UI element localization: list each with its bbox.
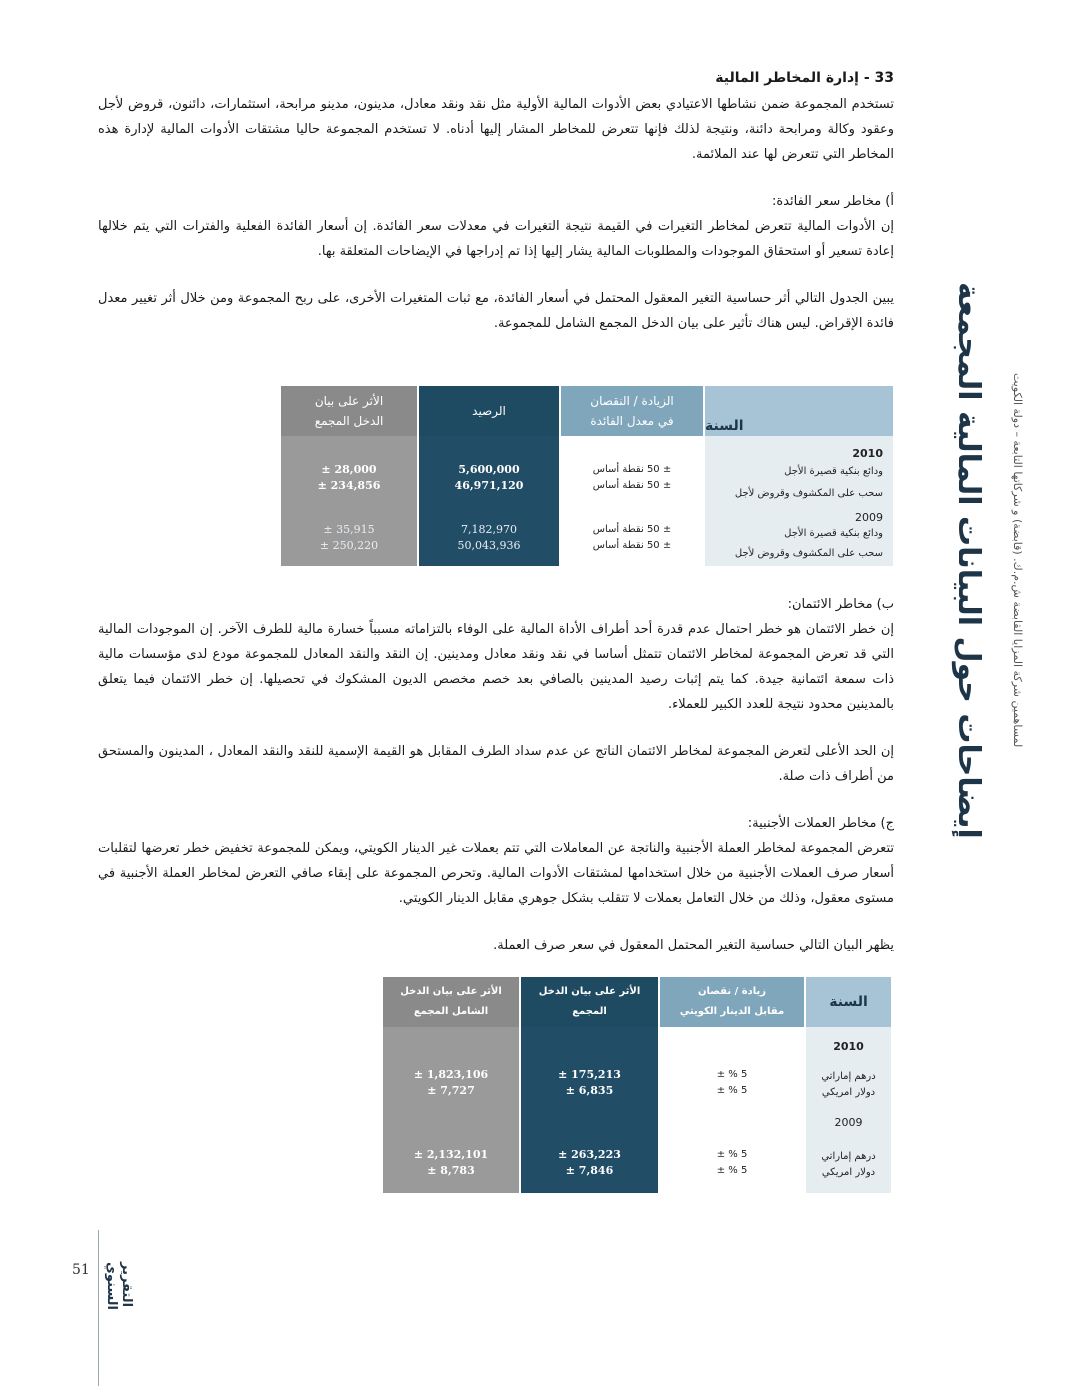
change-header-line1: الزيادة / النقصان <box>590 394 674 408</box>
side-title: إيضاحات حول البيانات المالية المجمعة <box>951 281 986 839</box>
change-header-line1: زيادة / نقصان <box>698 986 767 997</box>
credit-section <box>98 592 894 958</box>
main-content <box>98 70 894 336</box>
fx-sensitivity-table <box>383 977 891 1193</box>
credit-risk-paragraph: إن خطر الائتمان هو خطر احتمال عدم قدرة أحد أطراف الأداة المالية على الوفاء بالتزاماته مسبباً خسارة مالية للطرف الآخر. إن الموجودات المالية التي قد تعرض المجموعة لمخاطر الائتمان تتمثل أساسا في نقد ونقد معادل ومدينين. إن النقد والنقد المعادل للمجموعة مودع لدى مؤسسات مالية ذات سمعة ائتمانية جيدة. كما يتم إثبات رصيد المدينين بالصافي بعد خصم مخصص الديون المشكوك في تحصيلها. إن خطر الائتمان فيما يتعلق بالمدينين محدود نتيجة للعدد الكبير للعملاء. <box>98 622 894 712</box>
interest-risk-heading: أ) مخاطر سعر الفائدة: <box>772 194 894 209</box>
fx-risk-paragraph: تتعرض المجموعة لمخاطر العملة الأجنبية والناتجة عن المعاملات التي تتم بعملات غير الدينار الكويتي، ويمكن للمجموعة تخفيض خطر تعرضها لتقلبات أسعار صرف العملات الأجنبية من خلال استخدامها لمشتقات الأدوات المالية. وتحرص المجموعة على إبقاء صافي التعرض لمخاطر العملة الأجنبية في مستوى معقول، وذلك من خلال التعامل بعملات لا تتقلب بشكل جوهري مقابل الدينار الكويتي. <box>98 841 894 906</box>
table-cell: 46,971,120 <box>454 479 524 492</box>
row-label: دولار امريكي <box>821 1087 876 1098</box>
table-cell: 234,856 ± <box>317 479 381 492</box>
row-label: ودائع بنكية قصيرة الأجل <box>784 466 883 477</box>
change-header-line2: مقابل الدينار الكويتي <box>679 1006 785 1017</box>
footer-divider <box>98 1230 99 1386</box>
year-2009: 2009 <box>834 1116 863 1129</box>
table-cell: 50,043,936 <box>457 539 521 552</box>
annual-report-logo: التقرير السنوي <box>104 1262 134 1310</box>
row-label: درهم إماراتي <box>821 1151 876 1162</box>
change-column <box>561 386 703 566</box>
year-2010: 2010 <box>852 447 883 460</box>
change-header-line2: في معدل الفائدة <box>590 414 674 428</box>
income-effect-column <box>521 977 658 1193</box>
table-cell: ± 50 نقطة أساس <box>592 524 672 535</box>
year-column <box>806 977 891 1193</box>
year-column <box>705 386 893 566</box>
income-effect-header-line1: الأثر على بيان الدخل <box>538 986 641 997</box>
table-cell: 1,823,106 ± <box>413 1068 489 1081</box>
table-cell: 250,220 ± <box>319 539 379 552</box>
income-effect-header-line2: المجمع <box>572 1006 607 1017</box>
comprehensive-effect-header-line2: الشامل المجمع <box>413 1006 489 1017</box>
change-column <box>660 977 804 1193</box>
row-label: سحب على المكشوف وقروض لأجل <box>734 488 883 499</box>
fx-sensitivity-paragraph: يظهر البيان التالي حساسية التغير المحتمل المعقول في سعر صرف العملة. <box>493 938 894 953</box>
credit-exposure-paragraph: إن الحد الأعلى لتعرض المجموعة لمخاطر الائتمان الناتج عن عدم سداد الطرف المقابل هو القيمة الإسمية للنقد والنقد المعادل ، المدينون والمستحق من أطراف ذات صلة. <box>98 744 894 784</box>
page-number: 51 <box>72 1262 90 1278</box>
fx-risk-heading: ج) مخاطر العملات الأجنبية: <box>747 816 894 831</box>
table-cell: 7,182,970 <box>461 523 517 536</box>
year-header: السنة <box>705 386 893 436</box>
comprehensive-effect-header-line1: الأثر على بيان الدخل <box>400 986 502 997</box>
table-cell: 28,000 ± <box>321 463 377 476</box>
comprehensive-effect-header <box>383 977 519 1027</box>
table-cell: 5 % ± <box>716 1165 748 1176</box>
year-header: السنة <box>806 977 891 1027</box>
interest-sensitivity-table <box>281 386 893 566</box>
table-cell: 8,783 ± <box>427 1164 475 1177</box>
side-subtitle: لمساهمين شركة المزايا القابضة ش.م.ك. (قابضة) و شركاتها التابعة – دولة الكويت <box>1011 372 1024 748</box>
balance-header: الرصيد <box>419 386 559 436</box>
income-effect-header <box>521 977 658 1027</box>
table-cell: ± 50 نقطة أساس <box>592 464 672 475</box>
side-banner <box>940 280 1040 840</box>
table-cell: 5 % ± <box>716 1085 748 1096</box>
table-cell: 175,213 ± <box>558 1068 621 1081</box>
row-label: درهم إماراتي <box>821 1071 876 1082</box>
change-header <box>561 386 703 436</box>
year-2009: 2009 <box>855 511 883 524</box>
year-2010: 2010 <box>833 1040 864 1053</box>
table-cell: 5 % ± <box>716 1069 748 1080</box>
section-title: 33 - إدارة المخاطر المالية <box>715 70 894 86</box>
row-label: سحب على المكشوف وقروض لأجل <box>734 548 883 559</box>
table-cell: 2,132,101 ± <box>413 1148 489 1161</box>
table-cell: ± 50 نقطة أساس <box>592 540 672 551</box>
table-cell: 7,727 ± <box>427 1084 475 1097</box>
table-cell: 5 % ± <box>716 1149 748 1160</box>
table-cell: 6,835 ± <box>565 1084 614 1097</box>
table-cell: 7,846 ± <box>565 1164 614 1177</box>
interest-sensitivity-paragraph: يبين الجدول التالي أثر حساسية التغير المعقول المحتمل في أسعار الفائدة، مع ثبات المتغيرات الأخرى، على ربح المجموعة ومن خلال أثر تغيير معدل فائدة الإقراض. ليس هناك تأثير على بيان الدخل المجمع الشامل للمجموعة. <box>98 291 894 331</box>
change-header <box>660 977 804 1027</box>
table-cell: 5,600,000 <box>458 463 520 476</box>
credit-risk-heading: ب) مخاطر الائتمان: <box>787 597 894 612</box>
table-cell: ± 50 نقطة أساس <box>592 480 672 491</box>
table-cell: 35,915 ± <box>323 523 375 536</box>
row-label: ودائع بنكية قصيرة الأجل <box>784 528 883 539</box>
intro-paragraph: تستخدم المجموعة ضمن نشاطها الاعتيادي بعض الأدوات المالية الأولية مثل نقد ونقد معادل، مدينون، مدينو مرابحة، استثمارات، دائنون، قروض لأجل وعقود وكالة ومرابحة دائنة، ونتيجة لذلك فإنها تتعرض للمخاطر المشار إليها أدناه. لا تستخدم المجموعة حاليا مشتقات الأدوات المالية لإدارة هذه المخاطر التي تتعرض لها عند الملائمة. <box>98 97 894 162</box>
balance-column <box>419 386 559 566</box>
effect-header <box>281 386 417 436</box>
effect-column <box>281 386 417 566</box>
comprehensive-effect-column <box>383 977 519 1193</box>
row-label: دولار امريكي <box>821 1167 876 1178</box>
effect-header-line1: الأثر على بيان <box>314 394 384 408</box>
interest-risk-paragraph: إن الأدوات المالية تتعرض لمخاطر التغيرات في القيمة نتيجة التغيرات في معدلات سعر الفائدة. إن أسعار الفائدة الفعلية والفترات التي يتم خلالها إعادة تسعير أو استحقاق الموجودات والمطلوبات المالية يشار إليها إذا تم إدراجها في الإيضاحات المتعلقة بها. <box>98 219 894 259</box>
table-cell: 263,223 ± <box>558 1148 621 1161</box>
effect-header-line2: الدخل المجمع <box>314 414 384 428</box>
